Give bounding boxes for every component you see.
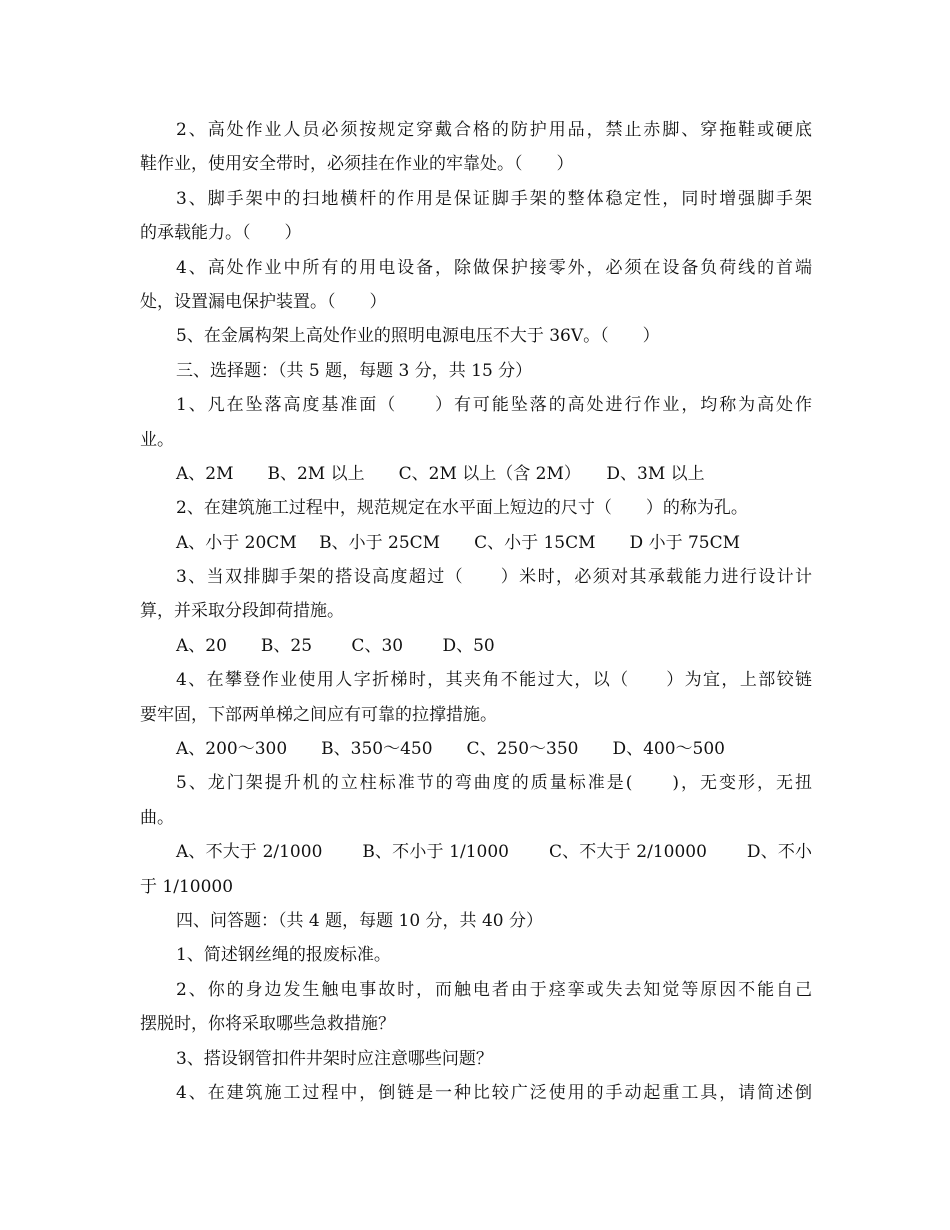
question-line: 3、当双排脚手架的搭设高度超过（ ）米时，必须对其承载能力进行设计计 — [176, 567, 812, 588]
question-line: 摆脱时，你将采取哪些急救措施？ — [140, 1014, 395, 1035]
options-line: A、2M B、2M 以上 C、2M 以上（含 2M） D、3M 以上 — [176, 463, 705, 484]
text-line: 4、高处作业中所有的用电设备，除做保护接零外，必须在设备负荷线的首端 — [176, 257, 812, 278]
text-line: 3、脚手架中的扫地横杆的作用是保证脚手架的整体稳定性，同时增强脚手架 — [176, 188, 812, 209]
text-line: 5、在金属构架上高处作业的照明电源电压不大于 36V。（ ） — [176, 326, 660, 347]
question-line: 2、你的身边发生触电事故时，而触电者由于痉挛或失去知觉等原因不能自己 — [176, 979, 812, 1000]
options-line: A、不大于 2/1000 B、不小于 1/1000 C、不大于 2/10000 D、不小 — [176, 842, 812, 863]
document-page — [140, 113, 812, 1110]
question-line: 4、在建筑施工过程中，倒链是一种比较广泛使用的手动起重工具，请简述倒 — [176, 1082, 812, 1103]
question-line: 要牢固，下部两单梯之间应有可靠的拉撑措施。 — [140, 704, 497, 725]
text-line: 鞋作业，使用安全带时，必须挂在作业的牢靠处。（ ） — [140, 154, 574, 175]
question-line: 曲。 — [140, 807, 174, 828]
question-line: 1、简述钢丝绳的报废标准。 — [176, 945, 391, 966]
question-line: 4、在攀登作业使用人字折梯时，其夹角不能过大，以（ ）为宜，上部铰链 — [176, 670, 812, 691]
question-line: 2、在建筑施工过程中，规范规定在水平面上短边的尺寸（ ）的称为孔。 — [176, 498, 748, 519]
options-line: A、20 B、25 C、30 D、50 — [176, 635, 495, 656]
options-line: 于 1/10000 — [140, 876, 234, 897]
question-line: 算，并采取分段卸荷措施。 — [140, 601, 344, 622]
question-line: 1、凡在坠落高度基准面（ ）有可能坠落的高处进行作业，均称为高处作 — [176, 395, 812, 416]
question-line: 5、龙门架提升机的立柱标准节的弯曲度的质量标准是( )，无变形，无扭 — [176, 773, 812, 794]
options-line: A、小于 20CM B、小于 25CM C、小于 15CM D 小于 75CM — [176, 532, 741, 553]
text-line: 2、高处作业人员必须按规定穿戴合格的防护用品，禁止赤脚、穿拖鞋或硬底 — [176, 120, 812, 140]
section-heading: 三、选择题：（共 5 题，每题 3 分，共 15 分） — [176, 360, 533, 381]
section-heading: 四、问答题：（共 4 题，每题 10 分，共 40 分） — [176, 910, 544, 931]
question-line: 3、搭设钢管扣件井架时应注意哪些问题？ — [176, 1048, 493, 1069]
question-line: 业。 — [140, 429, 174, 450]
options-line: A、200～300 B、350～450 C、250～350 D、400～500 — [176, 739, 725, 760]
text-line: 的承载能力。（ ） — [140, 223, 302, 244]
text-line: 处，设置漏电保护装置。（ ） — [140, 291, 387, 312]
